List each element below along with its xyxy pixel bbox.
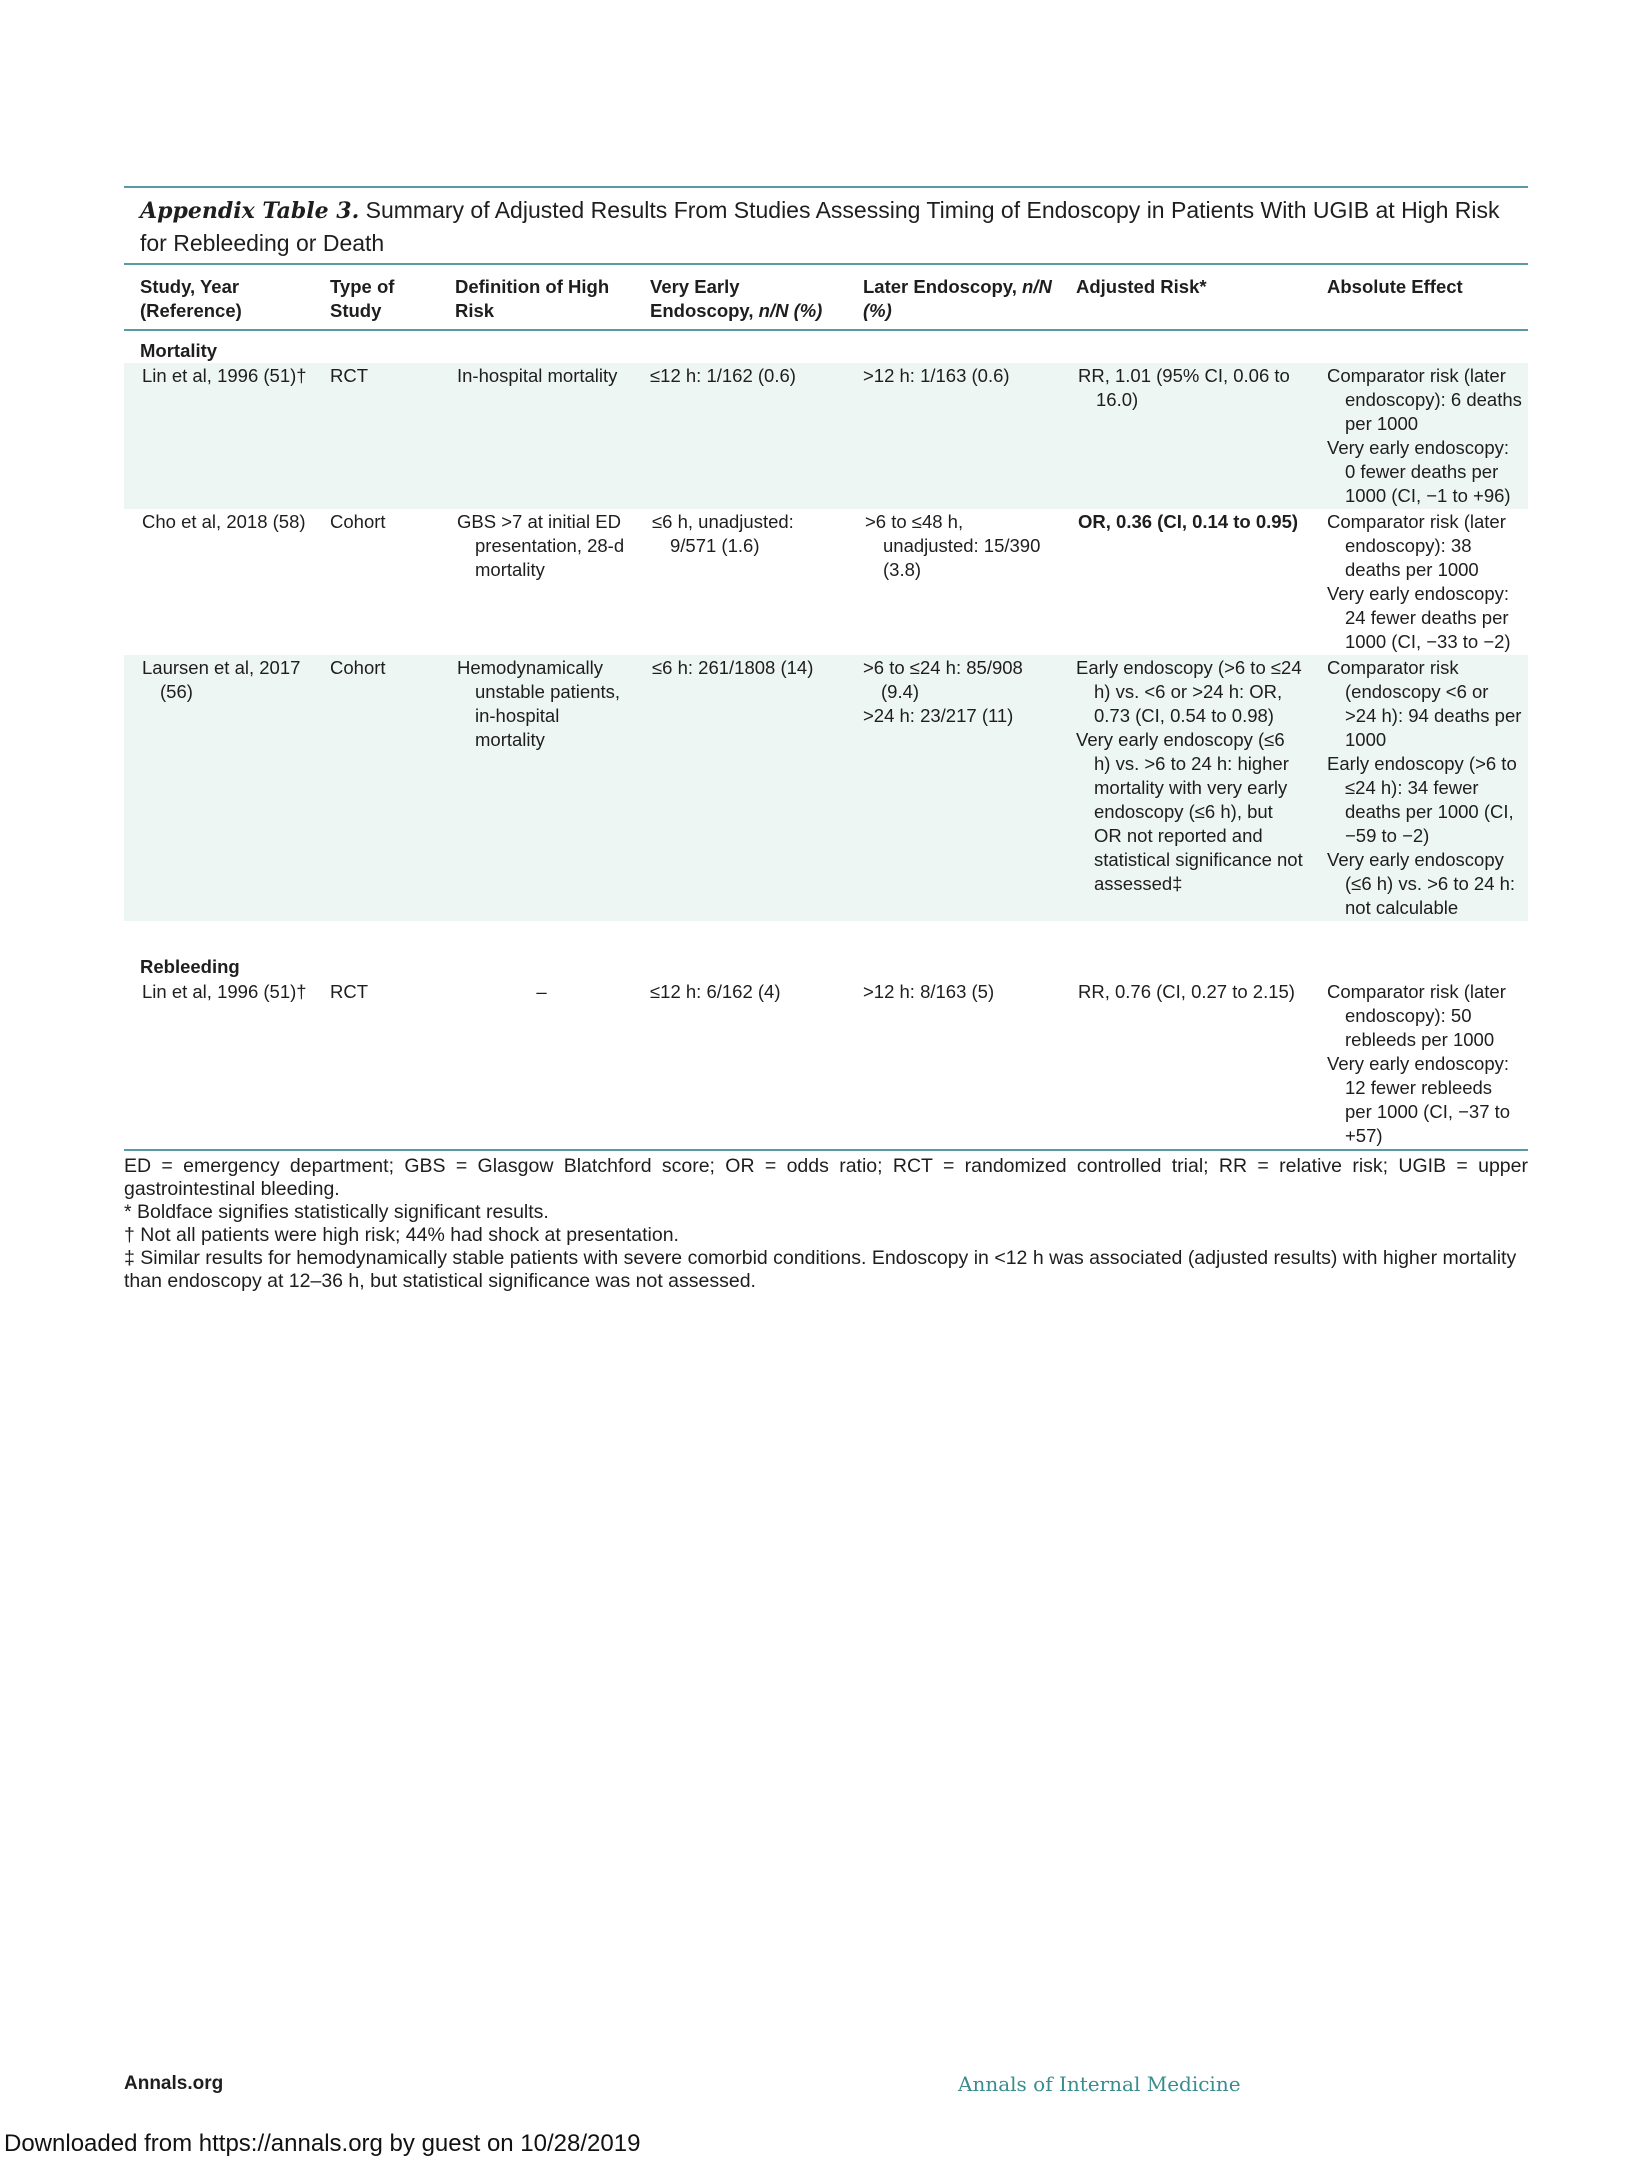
absolute-line: Comparator risk (endoscopy <6 or >24 h): 94 deaths per 1000 [1327,657,1522,750]
cell-definition: In-hospital mortality [439,363,634,509]
absolute-line: Comparator risk (later endoscopy): 6 deaths per 1000 [1327,365,1522,434]
later-line: >24 h: 23/217 (11) [863,705,1014,726]
absolute-line: Very early endoscopy: 12 fewer rebleeds per 1000 (CI, −37 to +57) [1327,1053,1511,1146]
note-abbreviations: ED = emergency department; GBS = Glasgow Blatchford score; OR = odds ratio; RCT = randomized controlled trial; RR = relative risk; UGIB = upper gastrointestinal bleeding. [124,1155,1528,1200]
cell-very-early: ≤6 h, unadjusted: 9/571 (1.6) [652,511,794,556]
header-adjusted: Adjusted Risk* [1076,276,1207,297]
adjusted-line: Very early endoscopy (≤6 h) vs. >6 to 24 h: higher mortality with very early endoscopy (≤6 h), but OR not reported and statistical significance not assessed‡ [1076,729,1303,894]
cell-type: RCT [330,981,369,1002]
absolute-line: Very early endoscopy (≤6 h) vs. >6 to 24 h: not calculable [1327,849,1516,918]
table-title [124,188,1528,263]
cell-absolute [1311,509,1528,655]
footer-journal: Annals of Internal Medicine [958,2072,1241,2096]
cell-definition: GBS >7 at initial ED presentation, 28-d mortality [457,511,625,580]
cell-absolute [1311,363,1528,509]
cell-later [847,655,1060,921]
cell-absolute [1311,979,1528,1149]
section-label: Rebleeding [140,956,240,977]
table-row [124,363,1528,509]
table-row [124,979,1528,1149]
cell-very-early: ≤12 h: 1/162 (0.6) [634,363,847,509]
adjusted-line: Early endoscopy (>6 to ≤24 h) vs. <6 or >24 h: OR, 0.73 (CI, 0.54 to 0.98) [1076,657,1302,726]
absolute-line: Early endoscopy (>6 to ≤24 h): 34 fewer deaths per 1000 (CI, −59 to −2) [1327,753,1517,846]
absolute-line: Comparator risk (later endoscopy): 38 deaths per 1000 [1327,511,1506,580]
cell-definition: – [536,981,547,1002]
absolute-line: Very early endoscopy: 24 fewer deaths per 1000 (CI, −33 to −2) [1327,583,1511,652]
header-absolute: Absolute Effect [1327,276,1463,297]
cell-type: Cohort [314,655,439,921]
header-row [124,265,1528,330]
cell-type: Cohort [330,511,386,532]
cell-study: Lin et al, 1996 (51)† [142,981,307,1002]
footer-site[interactable]: Annals.org [124,2073,224,2094]
cell-very-early: ≤6 h: 261/1808 (14) [634,655,847,921]
section-row-mortality [124,330,1528,363]
results-table [124,265,1528,1149]
header-later-unit: n/N (%) [863,276,1052,321]
cell-adjusted: OR, 0.36 (CI, 0.14 to 0.95) [1078,511,1299,532]
absolute-line: Very early endoscopy: 0 fewer deaths per 1000 (CI, −1 to +96) [1327,437,1511,506]
later-line: >6 to ≤24 h: 85/908 (9.4) [863,657,1023,702]
header-study: Study, Year (Reference) [140,276,242,321]
header-very-early-unit: n/N (%) [758,300,823,321]
section-label: Mortality [140,340,218,361]
table-caption: Summary of Adjusted Results From Studies Assessing Timing of Endoscopy in Patients With UGIB at High Risk for Rebleeding or Death [140,197,1500,256]
cell-type: RCT [314,363,439,509]
table-notes [124,1151,1528,1293]
table-label: Appendix Table 3. [140,198,360,224]
cell-adjusted: RR, 0.76 (CI, 0.27 to 2.15) [1078,981,1295,1002]
header-later [847,265,1060,330]
cell-study: Lin et al, 1996 (51)† [124,363,314,509]
table-row [124,509,1528,655]
header-type: Type of Study [330,276,395,321]
cell-absolute [1311,655,1528,921]
section-row-rebleeding [124,947,1528,979]
cell-definition: Hemodynamically unstable patients, in-hospital mortality [439,655,634,921]
cell-adjusted: RR, 1.01 (95% CI, 0.06 to 16.0) [1060,363,1311,509]
cell-later: >12 h: 1/163 (0.6) [847,363,1060,509]
download-notice: Downloaded from https://annals.org by guest on 10/28/2019 [4,2130,641,2157]
appendix-table [124,186,1528,1293]
header-later-text: Later Endoscopy, [863,276,1022,297]
note-dagger: † Not all patients were high risk; 44% had shock at presentation. [124,1224,679,1246]
cell-study: Cho et al, 2018 (58) [142,511,306,532]
table-row [124,655,1528,921]
note-boldface: * Boldface signifies statistically significant results. [124,1201,549,1223]
cell-adjusted [1060,655,1311,921]
header-definition: Definition of High Risk [455,276,610,321]
absolute-line: Comparator risk (later endoscopy): 50 rebleeds per 1000 [1327,981,1506,1050]
cell-later: >12 h: 8/163 (5) [863,981,995,1002]
spacer-row [124,921,1528,947]
header-very-early-text: Very Early Endoscopy, [650,276,759,321]
cell-later: >6 to ≤48 h, unadjusted: 15/390 (3.8) [865,511,1041,580]
header-very-early [634,265,847,330]
note-double-dagger: ‡ Similar results for hemodynamically stable patients with severe comorbid conditions. Endoscopy in <12 h was associated (adjusted results) with higher mortality than endoscopy at 12–36 h, but statistical significance was not assessed. [124,1247,1517,1292]
cell-very-early: ≤12 h: 6/162 (4) [650,981,781,1002]
spacer-cell [124,921,1528,947]
cell-study: Laursen et al, 2017 (56) [124,655,314,921]
